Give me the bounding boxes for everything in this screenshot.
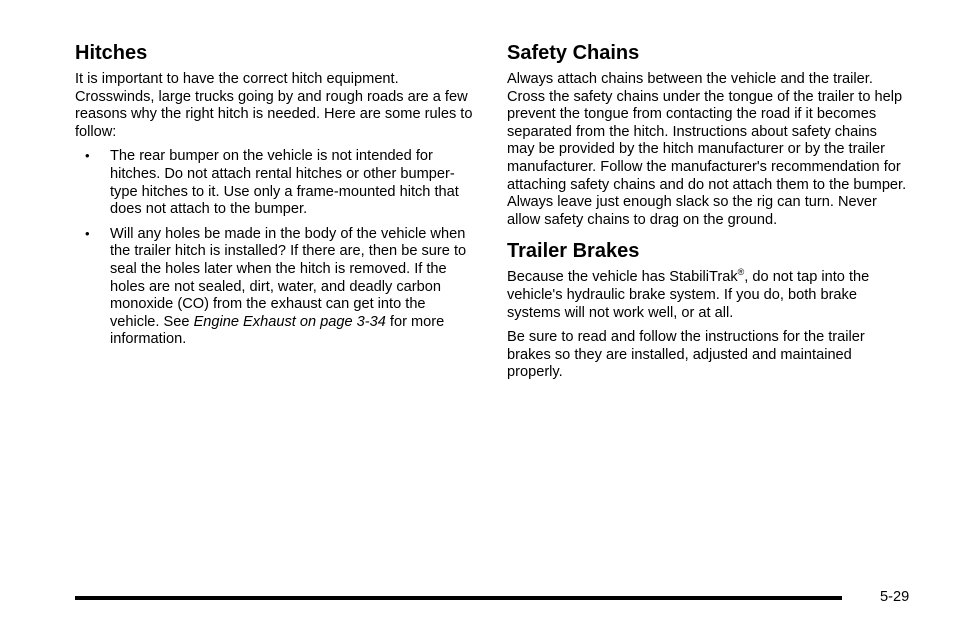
bullet-text-end: for more information. [110, 313, 445, 348]
bullet-icon: • [85, 225, 90, 241]
trailer-brakes-paragraph-1 [507, 269, 907, 322]
trailer-brakes-heading: Trailer Brakes [507, 240, 640, 263]
trailer-brakes-p1-end: , do not tap into the vehicle's hydraulic brake system. If you do, both brake systems will not work well, or at all. [507, 269, 870, 321]
trailer-brakes-paragraph-2: Be sure to read and follow the instructions for the trailer brakes so they are installed, adjusted and maintained properly. [507, 329, 865, 381]
safety-chains-body: Always attach chains between the vehicle and the trailer. Cross the safety chains under the tongue of the trailer to help prevent the tongue from contacting the road if it becomes separated from the hitch. Instructions about safety chains may be provided by the hitch manufacturer or by the trailer manufacturer. Follow the manufacturer's recommendation for attaching safety chains and do not attach them to the bumper. Always leave just enough slack so the rig can turn. Never allow safety chains to drag on the ground. [507, 71, 907, 228]
hitches-rules-list [75, 148, 475, 349]
footer-rule [75, 596, 842, 600]
list-item [75, 148, 475, 218]
trailer-brakes-p1-start: Because the vehicle has StabiliTrak [507, 269, 738, 286]
hitches-intro: It is important to have the correct hitch equipment. Crosswinds, large trucks going by and rough roads are a few reasons why the right hitch is needed. Here are some rules to follow: [75, 71, 473, 140]
bullet-text: The rear bumper on the vehicle is not intended for hitches. Do not attach rental hitches or other bumper-type hitches to it. Use only a frame-mounted hitch that does not attach to the bumper. [110, 148, 459, 218]
registered-mark: ® [737, 267, 745, 278]
bullet-text: Will any holes be made in the body of the vehicle when the trailer hitch is installed? If there are, then be sure to seal the holes later when the hitch is removed. If the holes are not sealed, dirt, water, and deadly carbon monoxide (CO) from the exhaust can get into the vehicle. See [110, 225, 467, 330]
right-column [507, 41, 907, 389]
list-item [75, 226, 475, 349]
left-column [75, 41, 475, 356]
engine-exhaust-reference-link[interactable]: Engine Exhaust on page 3-34 [193, 313, 386, 330]
bullet-icon: • [85, 148, 90, 164]
hitches-heading: Hitches [75, 42, 148, 64]
safety-chains-heading: Safety Chains [507, 42, 640, 64]
page-number: 5-29 [880, 589, 910, 605]
